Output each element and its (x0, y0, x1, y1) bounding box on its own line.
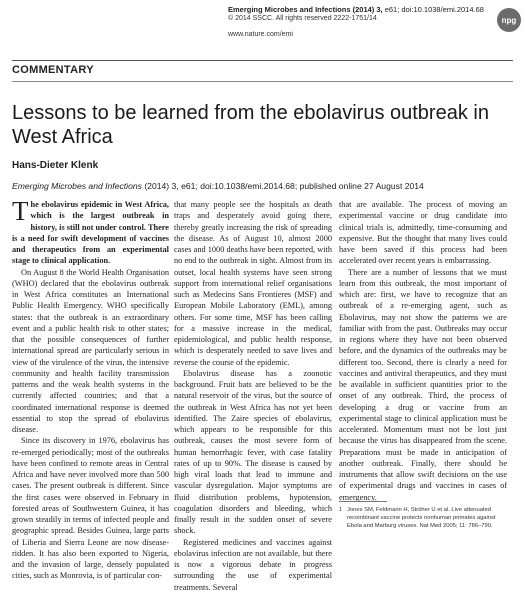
footnote-rule (339, 501, 387, 502)
section-rule (12, 81, 513, 82)
journal-reference-bold: Emerging Microbes and Infections (2014) 3, (228, 5, 383, 14)
body-column-2 (174, 199, 332, 593)
body-paragraph: Since its discovery in 1976, ebolavirus has re-emerged periodically; most of the outbreaks have been confined to remote areas in Central Africa and have never involved more than 500 cases. The present outbreak is different. Since the first cases were observed in February in forested areas of Southwestern Guinea, it has grown steadily in terms of infected people and geographic spread. Besides Guinea, large parts of Liberia and Sierra Leone are now disease-ridden. It has also been exported to Nigeria, and the invasion of large, densely populated cities, such as Monrovia, is of particular con- (12, 436, 169, 581)
lead-paragraph (12, 196, 169, 267)
body-paragraph: Registered medicines and vaccines against ebolavirus infection are not available, but there is now a vigorous debate in progress surrounding the use of experimental treatments. Several (174, 537, 332, 592)
journal-reference-doi: e61; doi:10.1038/emi.2014.68 (382, 5, 484, 14)
article-citation (12, 181, 424, 191)
footnote-number: 1 (339, 507, 343, 513)
section-label: COMMENTARY (12, 64, 94, 76)
copyright-line: © 2014 SSCC. All rights reserved 2222-1751/14 (228, 15, 377, 22)
citation-journal: Emerging Microbes and Infections (12, 181, 142, 191)
citation-details: (2014) 3, e61; doi:10.1038/emi.2014.68; published online 27 August 2014 (141, 181, 424, 191)
reference-footnote (339, 506, 507, 530)
body-paragraph: On August 8 the World Health Organisation (WHO) declared that the ebolavirus outbreak in West Africa constitutes an International Public Health Emergency. WHO specifically states: that the outbreak is an extraordinary event and a public health risk to other states; that the possible consequences of further international spread are particularly serious in view of the virulence of the virus, the intensive community and health facility transmission patterns and the weak health systems in the currently affected countries; and that a coordinated international response is deemed essential to stop the spread of ebolavirus disease. (12, 267, 169, 434)
body-paragraph: Ebolavirus disease has a zoonotic background. Fruit bats are believed to be the natural reservoir of the virus, but the source of the outbreak in West Africa has not yet been identified. The Zaire species of ebolavirus, which appears to be responsible for this outbreak, causes the most severe form of human hemorrhagic fever, with case fatality rates of up to 90%. The disease is caused by high viral loads that lead to immune and vascular dysregulation. Major symptoms are fluid distribution problems, hypotension, coagulation disorders and bleeding, which finally result in the sudden onset of severe shock. (174, 368, 332, 536)
npg-logo: npg (497, 8, 521, 32)
article-title: Lessons to be learned from the ebolavirus outbreak in West Africa (12, 102, 489, 148)
lead-text: he ebolavirus epidemic in West Africa, which is the largest outbreak in history, is still not under control. There is a need for swift development of vaccines and therapeutics from an experimental stage to clinical application. (12, 200, 169, 266)
journal-reference (228, 5, 484, 14)
body-paragraph: There are a number of lessons that we must learn from this outbreak, the most important of which are: first, we have to recognize that an outbreak of a re-emerging agent, such as Ebolavirus, may not show the patterns we are familiar with from the past. Outbreaks may occur in regions where they have not been observed before, and the dynamics of the outbreaks may be different too. Second, there is clearly a need for vaccines and antiviral therapeutics, and they must be available in sufficient quantities prior to the onset of any outbreak. Third, the process of developing a drug or vaccine from an experimental stage to clinical application must be accelerated. Momentum must not be lost just because the virus has disappeared from the scene. Preparations must be made in anticipation of another outbreak. Finally, there should be instruments that allow swift decisions on the use of experimental drugs and vaccines in cases of emergency. (339, 267, 507, 502)
drop-cap: T (12, 196, 29, 226)
footnote-text: Jones SM, Feldmann H, Ströher U et al. Live attenuated recombinant vaccine protects nonhuman primates against Ebola and Marburg viruses. Nat Med 2005; 11: 786–790. (347, 507, 496, 529)
body-column-3 (339, 199, 507, 503)
author-name: Hans-Dieter Klenk (12, 160, 99, 171)
body-paragraph: that are available. The process of moving an experimental vaccine or drug candidate into clinical trials is, admittedly, time-consuming and expensive. But the thought that many lives could have been saved if this process had been accelerated over recent years is embarrassing. (339, 200, 507, 266)
header-rule (12, 60, 513, 61)
journal-url: www.nature.com/emi (228, 31, 293, 38)
body-column-1 (12, 196, 169, 582)
body-paragraph: that many people see the hospitals as death traps and desperately avoid going there, thereby greatly increasing the risk of spreading the disease. As of August 10, almost 2000 cases and 1000 deaths have been reported, with no end to the outbreak in sight. Almost from its outset, local health systems have seen strong support from international relief organisations such as Medecins Sans Frontieres (MSF) and European Mobile Laboratory (EML), among others. For some time, MSF has been calling for a massive increase in the medical, epidemiological, and public health response, which is desperately needed to save lives and reverse the course of the epidemic. (174, 200, 332, 367)
